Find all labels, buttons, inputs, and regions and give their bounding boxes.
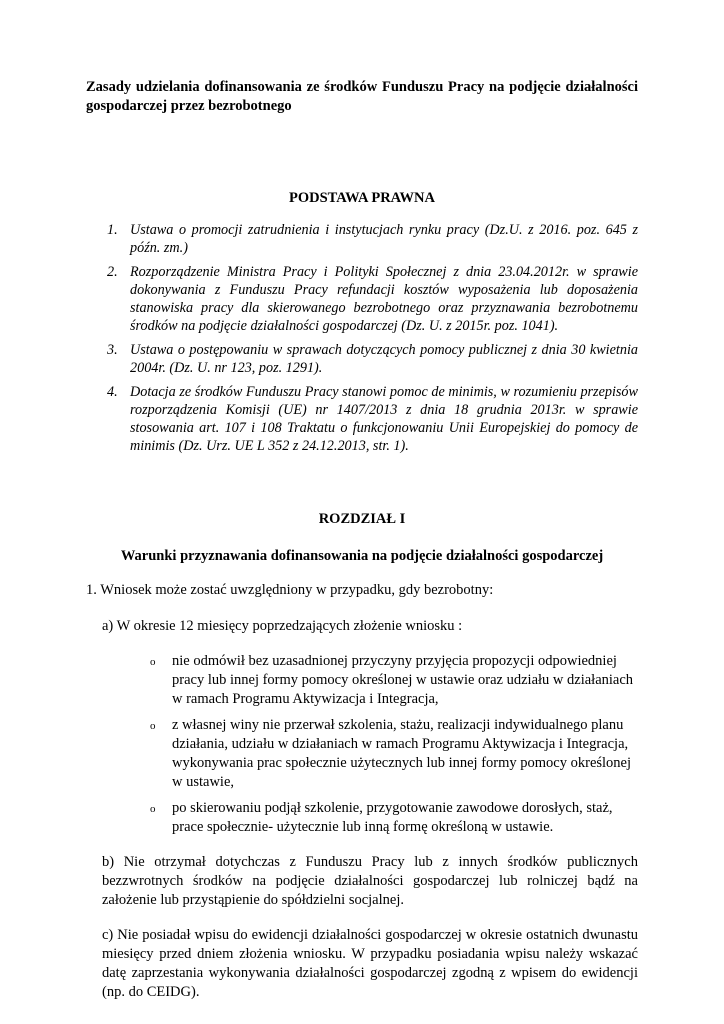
list-item-text: po skierowaniu podjął szkolenie, przygotowanie zawodowe dorosłych, staż, prace społecznie- użytecznie lub inną formę określoną w ustawie. [172,800,613,835]
circle-bullet-icon: o [150,656,156,668]
legal-item-number: 2. [107,264,118,280]
legal-item-number: 1. [107,222,118,238]
circle-bullet-icon: o [150,803,156,815]
legal-item-text: Dotacja ze środków Funduszu Pracy stanowi pomoc de minimis, w rozumieniu przepisów rozporządzenia Komisji (UE) nr 1407/2013 z dnia 18 grudnia 2013r. w sprawie stosowania art. 107 i 108 Traktatu o funkcjonowaniu Unii Europejskiej do pomocy de minimis (Dz. Urz. UE L 352 z 24.12.2013, str. 1). [130,384,638,454]
point-a: a) W okresie 12 miesięcy poprzedzających złożenie wniosku : [102,618,463,634]
point-b: b) Nie otrzymał dotychczas z Funduszu Pracy lub z innych środków publicznych bezzwrotnych środków na podjęcie działalności gospodarczej lub rolniczej bądź na założenie lub przystąpienie do spółdzielni socjalnej. [102,854,638,908]
list-item [86,716,638,792]
chapter-heading: ROZDZIAŁ I [318,511,406,527]
legal-item-number: 4. [107,384,118,400]
circle-bullet-icon: o [150,720,156,732]
chapter-subheading: Warunki przyznawania dofinansowania na podjęcie działalności gospodarczej [120,548,604,564]
legal-item-text: Rozporządzenie Ministra Pracy i Polityki Społecznej z dnia 23.04.2012r. w sprawie dokonywania z Funduszu Pracy refundacji kosztów wyposażenia lub doposażenia stanowiska pracy dla skierowanego bezrobotnego oraz przyznawania bezrobotnemu środków na podjęcie działalności gospodarczej (Dz. U. z 2015r. poz. 1041). [130,264,638,334]
legal-basis-heading: PODSTAWA PRAWNA [289,190,435,206]
list-item-text: nie odmówił bez uzasadnionej przyczyny przyjęcia propozycji odpowiedniej pracy lub innej formy pomocy określonej w ustawie oraz udziału w działaniach w ramach Programu Aktywizacja i Integracja, [172,653,634,707]
list-item [86,652,638,709]
point-1: 1. Wniosek może zostać uwzględniony w przypadku, gdy bezrobotny: [86,582,494,598]
legal-basis-item [86,341,638,377]
legal-item-text: Ustawa o promocji zatrudnienia i instytucjach rynku pracy (Dz.U. z 2016. poz. 645 z późn. zm.) [130,222,638,256]
legal-basis-item [86,383,638,455]
legal-basis-list [86,221,638,455]
legal-item-text: Ustawa o postępowaniu w sprawach dotyczących pomocy publicznej z dnia 30 kwietnia 2004r. (Dz. U. nr 123, poz. 1291). [130,342,638,376]
legal-basis-item [86,221,638,257]
document-title: Zasady udzielania dofinansowania ze środków Funduszu Pracy na podjęcie działalności gospodarczej przez bezrobotnego [86,79,638,114]
legal-item-number: 3. [107,342,118,358]
list-item [86,799,638,837]
point-c: c) Nie posiadał wpisu do ewidencji działalności gospodarczej w okresie ostatnich dwunastu miesięcy przed dniem złożenia wniosku. W przypadku posiadania wpisu należy wskazać datę zaprzestania wykonywania działalności gospodarczej zgodną z wpisem do ewidencji (np. do CEIDG). [102,927,638,1000]
list-item-text: z własnej winy nie przerwał szkolenia, stażu, realizacji indywidualnego planu działania, udziału w działaniach w ramach Programu Aktywizacja i Integracja, wykonywania prac społecznie użytecznych lub innej formy pomocy określonej w ustawie, [172,717,632,790]
legal-basis-item [86,263,638,335]
conditions-list [86,652,638,837]
